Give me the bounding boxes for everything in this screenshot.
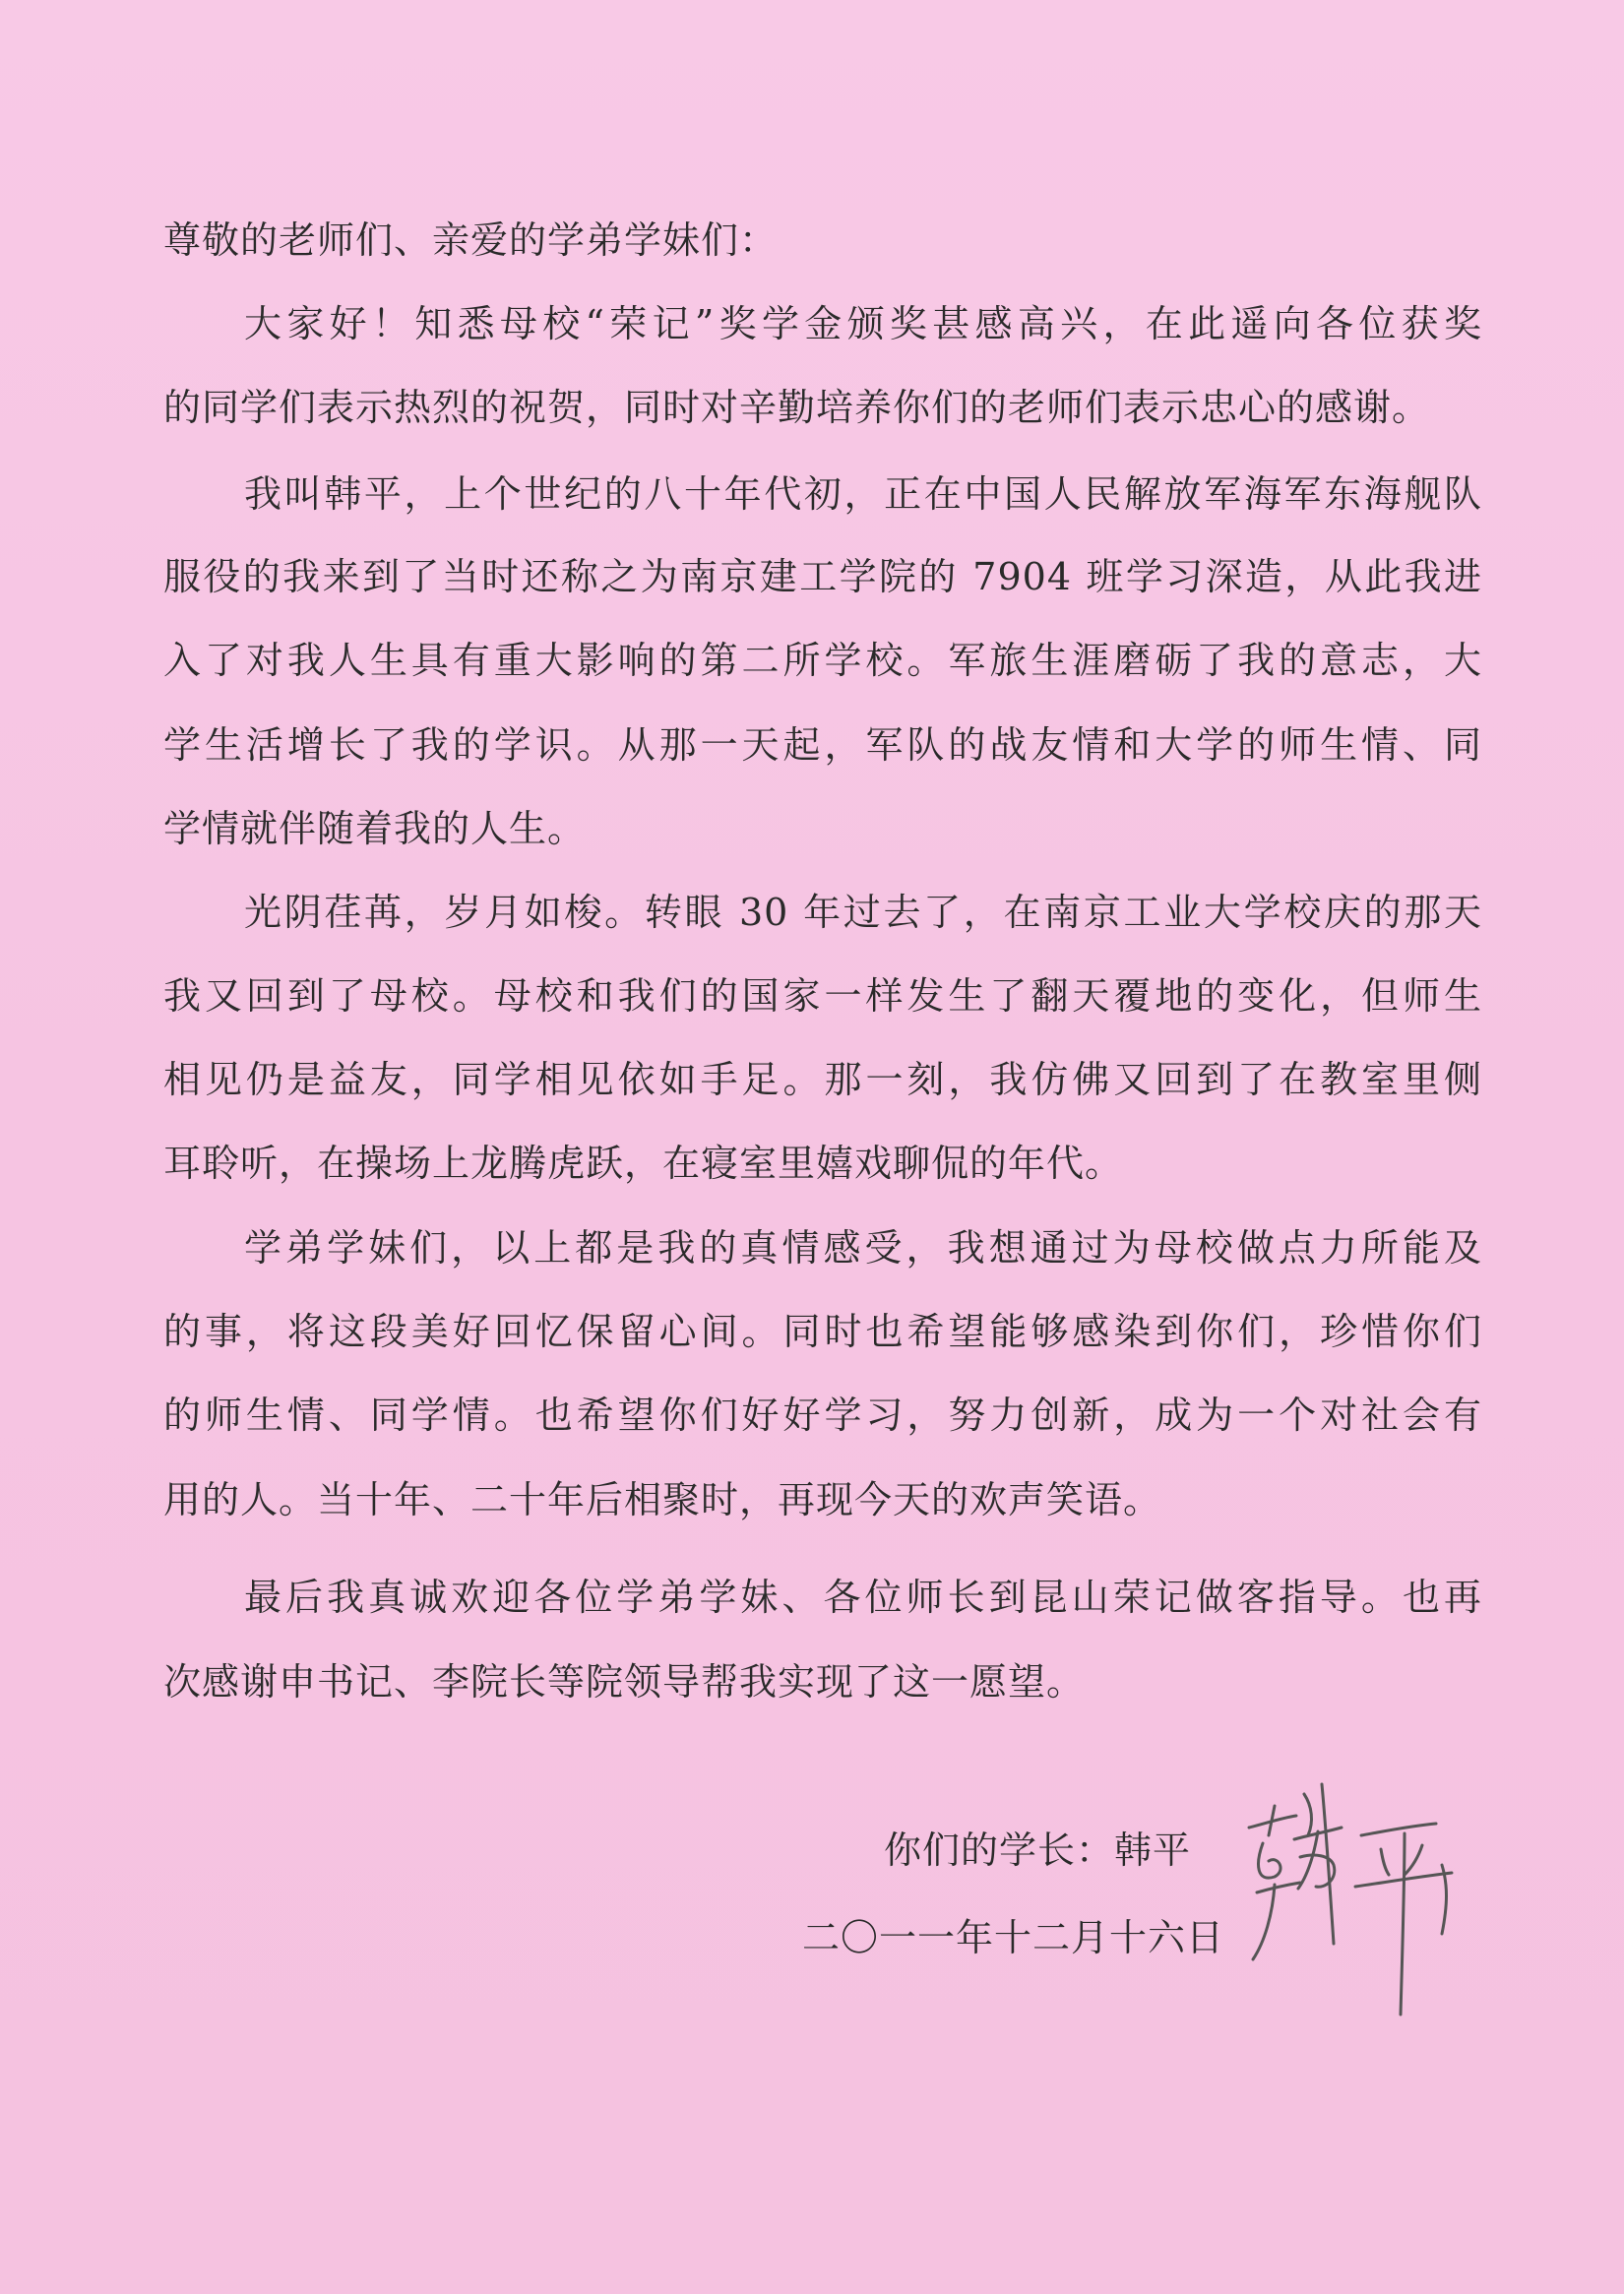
paragraph-3-line-3: 相见仍是益友，同学相见依如手足。那一刻，我仿佛又回到了在教室里侧 bbox=[163, 1058, 1482, 1101]
paragraph-3-line-4: 耳聆听，在操场上龙腾虎跃，在寝室里嬉戏聊侃的年代。 bbox=[163, 1142, 1124, 1185]
paragraph-2-line-2: 服役的我来到了当时还称之为南京建工学院的 7904 班学习深造，从此我进 bbox=[163, 555, 1482, 598]
paragraph-4-line-2: 的事，将这段美好回忆保留心间。同时也希望能够感染到你们，珍惜你们 bbox=[163, 1310, 1482, 1353]
paragraph-2-line-4: 学生活增长了我的学识。从那一天起，军队的战友情和大学的师生情、同 bbox=[163, 723, 1482, 767]
handwritten-signature bbox=[1235, 1767, 1491, 2022]
closing-sender: 你们的学长：韩平 bbox=[884, 1829, 1192, 1872]
paragraph-1-line-1: 大家好！知悉母校“荣记”奖学金颁奖甚感高兴，在此遥向各位获奖 bbox=[244, 302, 1482, 345]
paragraph-2-line-5: 学情就伴随着我的人生。 bbox=[163, 807, 587, 850]
paragraph-3-line-2: 我又回到了母校。母校和我们的国家一样发生了翻天覆地的变化，但师生 bbox=[163, 974, 1482, 1018]
paragraph-2-line-3: 入了对我人生具有重大影响的第二所学校。军旅生涯磨砺了我的意志，大 bbox=[163, 639, 1482, 682]
paragraph-4-line-1: 学弟学妹们，以上都是我的真情感受，我想通过为母校做点力所能及 bbox=[244, 1226, 1482, 1270]
paragraph-5-line-1: 最后我真诚欢迎各位学弟学妹、各位师长到昆山荣记做客指导。也再 bbox=[244, 1576, 1482, 1619]
paragraph-1-line-2: 的同学们表示热烈的祝贺，同时对辛勤培养你们的老师们表示忠心的感谢。 bbox=[163, 386, 1431, 429]
paragraph-5-line-2: 次感谢申书记、李院长等院领导帮我实现了这一愿望。 bbox=[163, 1660, 1086, 1704]
paragraph-3-line-1: 光阴荏苒，岁月如梭。转眼 30 年过去了，在南京工业大学校庆的那天 bbox=[244, 891, 1482, 934]
letter-greeting: 尊敬的老师们、亲爱的学弟学妹们： bbox=[163, 218, 779, 262]
paragraph-4-line-4: 用的人。当十年、二十年后相聚时，再现今天的欢声笑语。 bbox=[163, 1478, 1162, 1521]
closing-date: 二〇一一年十二月十六日 bbox=[802, 1916, 1225, 1959]
paragraph-2-line-1: 我叫韩平，上个世纪的八十年代初，正在中国人民解放军海军东海舰队 bbox=[244, 472, 1482, 516]
paragraph-4-line-3: 的师生情、同学情。也希望你们好好学习，努力创新，成为一个对社会有 bbox=[163, 1394, 1482, 1437]
